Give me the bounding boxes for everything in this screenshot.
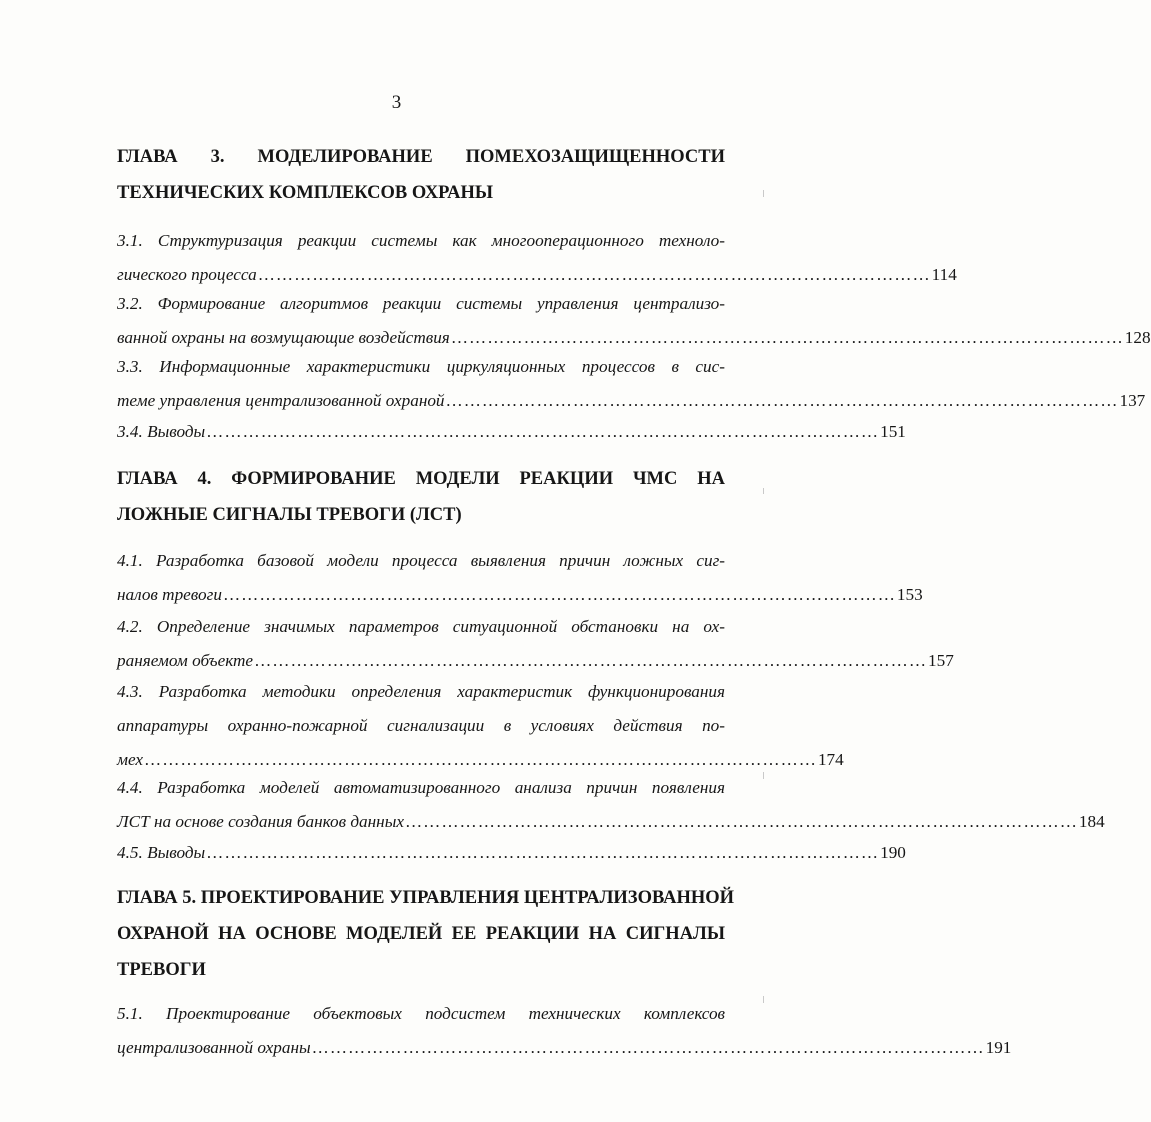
chapter-heading-line: ГЛАВА 5. ПРОЕКТИРОВАНИЕ УПРАВЛЕНИЯ ЦЕНТРАЛИЗОВАННОЙ xyxy=(117,888,735,908)
toc-page-number: 137 xyxy=(1119,391,1146,410)
toc-entry-3-1[interactable] xyxy=(117,224,957,292)
toc-entry-4-4[interactable] xyxy=(117,771,1105,839)
dot-leader: ………………………………………………………………………………………………… xyxy=(206,843,880,862)
dot-leader: ………………………………………………………………………………………………… xyxy=(206,422,880,441)
toc-page-number: 184 xyxy=(1078,812,1105,831)
toc-entry-text: 4.3. Разработка методики определения характеристик функционирования xyxy=(117,682,725,701)
toc-entry-text: теме управления централизованной охраной xyxy=(117,391,445,410)
toc-entry-text: 4.4. Разработка моделей автоматизированного анализа причин появления xyxy=(117,778,725,797)
scan-mark xyxy=(763,996,764,1003)
toc-entry-text: централизованной охраны xyxy=(117,1038,311,1057)
toc-page-number: 190 xyxy=(880,843,906,862)
toc-page-number: 153 xyxy=(896,585,923,604)
dot-leader: ………………………………………………………………………………………………… xyxy=(450,328,1124,347)
chapter-heading-line: ТРЕВОГИ xyxy=(117,960,206,980)
toc-entry-last-line xyxy=(117,578,923,612)
dot-leader: ………………………………………………………………………………………………… xyxy=(254,651,928,670)
toc-entry-text: ЛСТ на основе создания банков данных xyxy=(117,812,404,831)
toc-page-number: 151 xyxy=(880,422,906,441)
toc-entry-text: 4.1. Разработка базовой модели процесса выявления причин ложных сиг- xyxy=(117,551,725,570)
toc-entry-text: 5.1. Проектирование объектовых подсистем технических комплексов xyxy=(117,1004,725,1023)
scan-mark xyxy=(763,488,764,494)
toc-entry-last-line xyxy=(117,805,1105,839)
toc-page-number: 174 xyxy=(817,750,844,769)
dot-leader: ………………………………………………………………………………………………… xyxy=(404,812,1078,831)
toc-entry-text: гического процесса xyxy=(117,265,257,284)
chapter-heading-line: ГЛАВА 4. ФОРМИРОВАНИЕ МОДЕЛИ РЕАКЦИИ ЧМС НА xyxy=(117,469,725,489)
chapter-3-heading xyxy=(117,139,725,211)
toc-entry-3-3[interactable] xyxy=(117,350,1146,418)
toc-entry-text: 3.1. Структуризация реакции системы как многооперационного техноло- xyxy=(117,231,725,250)
chapter-heading-line: ТЕХНИЧЕСКИХ КОМПЛЕКСОВ ОХРАНЫ xyxy=(117,183,494,203)
chapter-4-heading xyxy=(117,461,725,533)
toc-entry-4-1[interactable] xyxy=(117,544,923,612)
dot-leader: ………………………………………………………………………………………………… xyxy=(144,750,817,769)
toc-entry-text: аппаратуры охранно-пожарной сигнализации в условиях действия по- xyxy=(117,716,725,735)
toc-entry-last-line xyxy=(117,384,1146,418)
toc-page-number: 128 xyxy=(1124,328,1151,347)
dot-leader: ………………………………………………………………………………………………… xyxy=(311,1038,985,1057)
toc-entry-5-1[interactable] xyxy=(117,997,1012,1065)
toc-entry-text: раняемом объекте xyxy=(117,651,254,670)
toc-entry-text: 4.2. Определение значимых параметров ситуационной обстановки на ох- xyxy=(117,617,725,636)
toc-entry-last-line xyxy=(117,644,954,678)
chapter-5-heading xyxy=(117,880,735,988)
toc-page-number: 191 xyxy=(985,1038,1012,1057)
toc-entry-4-3[interactable] xyxy=(117,675,844,777)
toc-entry-4-2[interactable] xyxy=(117,610,954,678)
toc-page-number: 114 xyxy=(931,265,957,284)
dot-leader: ………………………………………………………………………………………………… xyxy=(222,585,896,604)
scan-mark xyxy=(763,190,764,197)
toc-entry-last-line xyxy=(117,415,906,449)
toc-entry-text: налов тревоги xyxy=(117,585,222,604)
toc-page-number: 157 xyxy=(928,651,954,670)
page-number: 3 xyxy=(391,92,402,113)
toc-entry-text: 4.5. Выводы xyxy=(117,843,206,862)
toc-entry-last-line xyxy=(117,1031,1012,1065)
toc-entry-text: 3.4. Выводы xyxy=(117,422,206,441)
dot-leader: ………………………………………………………………………………………………… xyxy=(445,391,1119,410)
toc-entry-text: ванной охраны на возмущающие воздействия xyxy=(117,328,450,347)
toc-entry-last-line xyxy=(117,836,906,870)
chapter-heading-line: ЛОЖНЫЕ СИГНАЛЫ ТРЕВОГИ (ЛСТ) xyxy=(117,505,462,525)
dot-leader: ………………………………………………………………………………………………… xyxy=(257,265,931,284)
toc-entry-text: 3.3. Информационные характеристики циркуляционных процессов в сис- xyxy=(117,357,725,376)
toc-entry-text: 3.2. Формирование алгоритмов реакции системы управления централизо- xyxy=(117,294,725,313)
chapter-heading-line: ГЛАВА 3. МОДЕЛИРОВАНИЕ ПОМЕХОЗАЩИЩЕННОСТИ xyxy=(117,147,725,167)
chapter-heading-line: ОХРАНОЙ НА ОСНОВЕ МОДЕЛЕЙ ЕЕ РЕАКЦИИ НА СИГНАЛЫ xyxy=(117,924,725,944)
toc-entry-text: мех xyxy=(117,750,143,769)
toc-entry-3-2[interactable] xyxy=(117,287,1151,355)
scan-mark xyxy=(763,772,764,779)
toc-entry-4-5[interactable] xyxy=(117,836,906,870)
toc-entry-3-4[interactable] xyxy=(117,415,906,449)
